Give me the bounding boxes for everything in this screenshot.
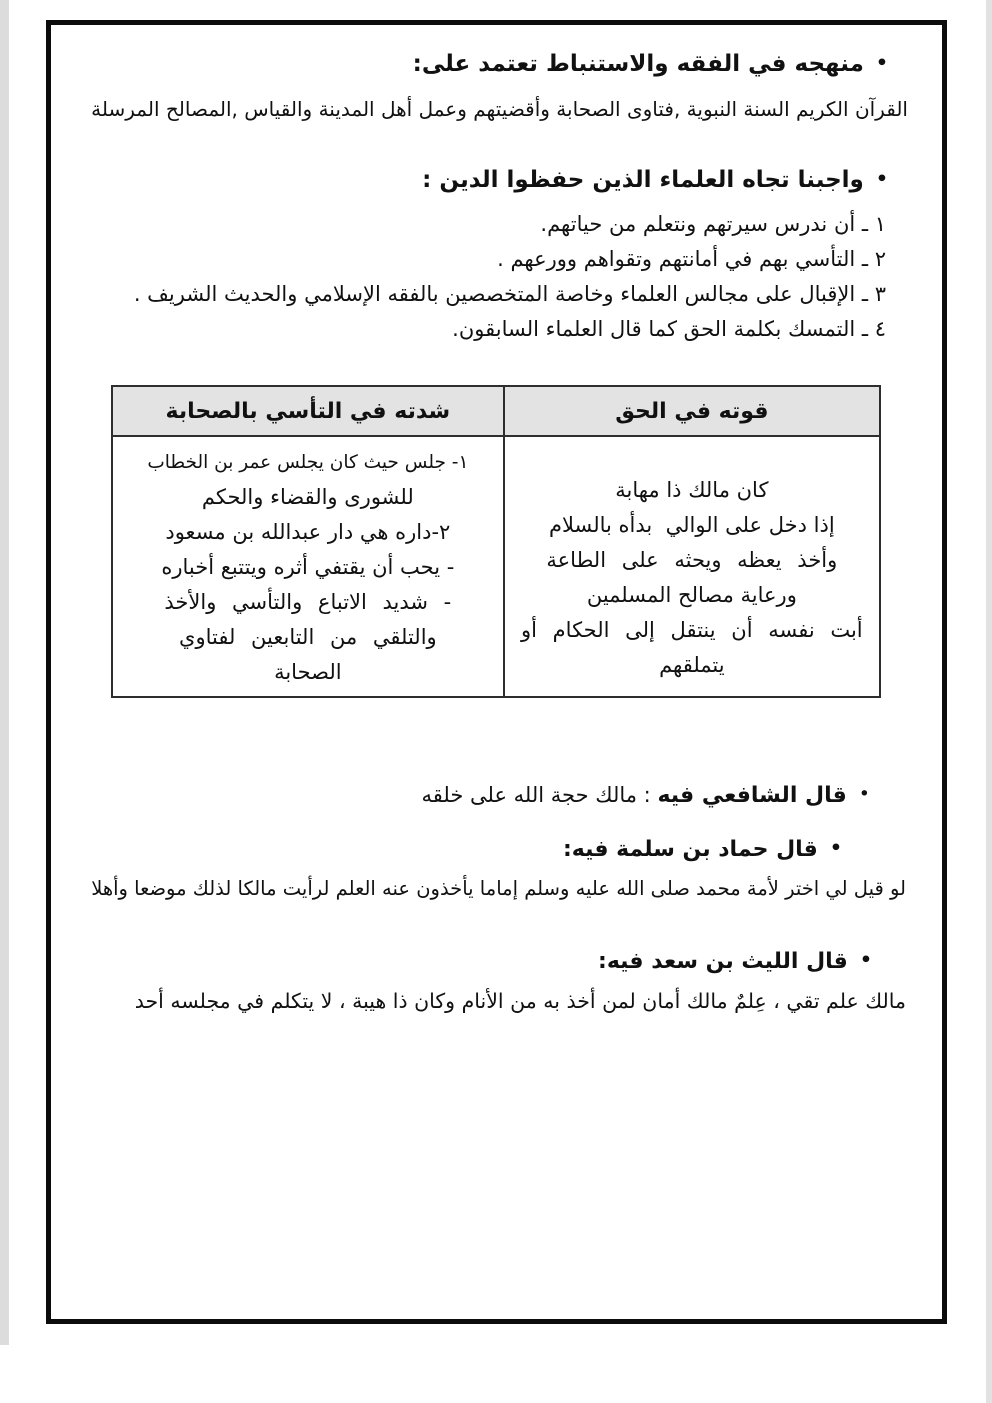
- list-item: ١ ـ أن ندرس سيرتهم ونتعلم من حياتهم.: [540, 212, 886, 236]
- cell-line: والتلقي من التابعين لفتاوي: [179, 625, 437, 649]
- quote-layth-heading: [598, 949, 872, 974]
- table-cell-emulation-of-companions: [112, 436, 504, 697]
- cell-line: الصحابة: [274, 660, 342, 684]
- bullet-icon: •: [858, 783, 870, 805]
- cell-line: وأخذ يعظه ويحثه على الطاعة: [546, 548, 838, 572]
- section2-heading-text: واجبنا تجاه العلماء الذين حفظوا الدين :: [422, 167, 864, 193]
- scan-edge-left: [0, 0, 9, 1345]
- cell-line: ١- جلس حيث كان يجلس عمر بن الخطاب: [147, 452, 469, 473]
- cell-line: ورعاية مصالح المسلمين: [586, 583, 797, 607]
- quote-hammad-heading-text: قال حماد بن سلمة فيه:: [563, 837, 818, 862]
- cell-line: كان مالك ذا مهابة: [615, 478, 769, 502]
- table-header-emulation-of-companions: شدته في التأسي بالصحابة: [112, 386, 504, 436]
- cell-line: إذا دخل على الوالي بدأه بالسلام: [548, 513, 835, 537]
- cell-line: للشورى والقضاء والحكم: [201, 485, 414, 509]
- section1-heading: [413, 51, 888, 77]
- quote-layth-text: مالك علم تقي ، عِلمٌ مالك أمان لمن أخذ به من الأنام وكان ذا هيبة ، لا يتكلم في مجلسه أحد: [134, 989, 906, 1013]
- table-row: [112, 436, 880, 697]
- bullet-icon: •: [829, 837, 842, 859]
- section1-heading-text: منهجه في الفقه والاستنباط تعتمد على:: [412, 51, 864, 77]
- cell-line: ٢-داره هي دار عبدالله بن مسعود: [165, 520, 451, 544]
- bullet-icon: •: [875, 168, 888, 190]
- list-item: ٤ ـ التمسك بكلمة الحق كما قال العلماء السابقون.: [452, 317, 886, 341]
- section2-heading: [422, 167, 888, 193]
- quote-layth-heading-text: قال الليث بن سعد فيه:: [598, 949, 848, 974]
- cell-line: يتملقهم: [659, 653, 725, 677]
- bullet-icon: •: [859, 949, 872, 971]
- section2-list: [61, 207, 886, 347]
- list-item: ٣ ـ الإقبال على مجالس العلماء وخاصة المتخصصين بالفقه الإسلامي والحديث الشريف .: [133, 282, 886, 306]
- quote-shafii-text: : مالك حجة الله على خلقه: [421, 783, 658, 807]
- section1-body: القرآن الكريم السنة النبوية ,فتاوى الصحابة وأقضيتهم وعمل أهل المدينة والقياس ,المصالح المرسلة: [91, 97, 908, 121]
- comparison-table: [111, 385, 881, 698]
- table-cell-strength-in-truth: [504, 436, 880, 697]
- comparison-table-wrap: [111, 385, 881, 698]
- quote-hammad-text: لو قيل لي اختر لأمة محمد صلى الله عليه وسلم إماما يأخذون عنه العلم لرأيت مالكا لذلك موضعا وأهلا: [91, 877, 906, 900]
- page-border-frame: [46, 20, 947, 1324]
- spacer: [511, 445, 873, 473]
- bullet-icon: •: [875, 52, 888, 74]
- cell-line: - يحب أن يقتفي أثره ويتتبع أخباره: [161, 555, 455, 579]
- cell-line: - شديد الاتباع والتأسي والأخذ: [164, 590, 452, 614]
- list-item: ٢ ـ التأسي بهم في أمانتهم وتقواهم وورعهم .: [497, 247, 886, 271]
- quote-shafii-heading: قال الشافعي فيه: [657, 783, 847, 808]
- quote-hammad-heading: [563, 837, 842, 862]
- scan-edge-right: [986, 0, 992, 1403]
- table-header-row: [112, 386, 880, 436]
- quote-shafii: [422, 783, 870, 808]
- table-header-strength-in-truth: قوته في الحق: [504, 386, 880, 436]
- cell-line: أبت نفسه أن ينتقل إلى الحكام أو: [521, 618, 863, 642]
